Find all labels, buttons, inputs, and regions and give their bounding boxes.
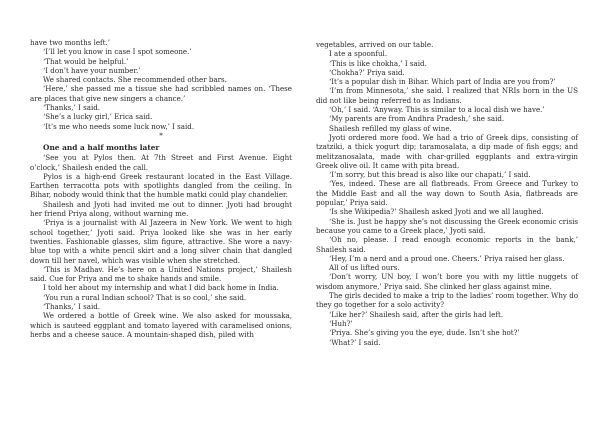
paragraph: ‘Huh?’ [329,318,353,328]
paragraph: ‘What?’ I said. [329,337,381,347]
paragraph: We ordered a bottle of Greek wine. We also asked for moussaka, which is sauteed eggplant and tomato layered with caramelised onions, herbs and a cheese sauce. A mountain-shaped dish, piled with [30,311,292,339]
paragraph: ‘Don’t worry, UN boy, I won’t bore you with my little nuggets of wisdom anymore,’ Priya said. She clinked her glass against mine. [316,272,578,291]
paragraph: Jyoti ordered more food. We had a trio of Greek dips, consisting of tzatziki, a thick yogurt dip; taramosalata, a dip made of fish eggs; and melitzanosalata, made with char-grilled eggplants and extra-virgin Greek olive oil. It came with pita bread. [316,132,578,170]
paragraph: ‘Yes, indeed. These are all flatbreads. From Greece and Turkey to the Middle East and all the way down to South Asia, flatbreads are popular,’ Priya said. [316,179,578,208]
right-page [316,40,578,347]
paragraph: ‘I’m from Minnesota,’ she said. I realized that NRIs born in the US did not like being referred to as Indians. [316,86,578,105]
paragraph: I told her about my internship and what I did back home in India. [43,283,279,293]
paragraph: ‘It’s a popular dish in Bihar. Which part of India are you from?’ [329,77,556,87]
paragraph: ‘I’ll let you know in case I spot someone.’ [43,47,192,57]
paragraph: vegetables, arrived on our table. [316,40,434,49]
paragraph: ‘My parents are from Andhra Pradesh,’ she said. [329,114,505,124]
paragraph: ‘Is she Wikipedia?’ Shailesh asked Jyoti and we all laughed. [329,207,544,217]
paragraph: ‘Oh no, please. I read enough economic reports in the bank,’ Shailesh said. [316,235,578,254]
paragraph: Pylos is a high-end Greek restaurant located in the East Village. Earthen terracotta pots with spotlights dangled from the ceiling. In Bihar, nobody would think that the humble matki could play chandelier. [30,171,292,200]
paragraph: ‘Oh,’ I said. ‘Anyway. This is similar to a local dish we have.’ [329,105,545,115]
paragraph: I ate a spoonful. [329,49,388,59]
paragraph: ‘Chokha?’ Priya said. [329,67,405,77]
paragraph: ‘She’s a lucky girl,’ Erica said. [43,112,153,122]
paragraph: ‘Priya is a journalist with Al Jazeera in New York. We went to high school together,’ Jyoti said. Priya looked like she was in her early twenties. Fashionable glasses, slim figure, attractive. She wore a navy-blue top with a white pencil skirt and a long silver chain that dangled down till her navel, which was visible when she stretched. [30,218,292,265]
section-heading: One and a half months later [43,143,160,153]
paragraph: ‘That would be helpful.’ [43,56,129,66]
paragraph: ‘See you at Pylos then. At 7th Street and First Avenue. Eight o’clock,’ Shailesh ended the call. [30,153,292,172]
left-page [30,38,292,339]
paragraph: Shailesh refilled my glass of wine. [329,123,452,133]
paragraph: ‘Hey, I’m a nerd and a proud one. Cheers.’ Priya raised her glass. [329,253,565,263]
paragraph: We shared contacts. She recommended other bars. [43,75,227,85]
paragraph: ‘This is like chokha,’ I said. [329,58,427,68]
paragraph: ‘Thanks,’ I said. [43,103,101,113]
paragraph: ‘You run a rural Indian school? That is so cool,’ she said. [43,292,247,302]
paragraph: ‘Priya. She’s giving you the eye, dude. Isn’t she hot?’ [329,328,520,338]
paragraph: ‘It’s me who needs some luck now,’ I said. [43,121,195,131]
paragraph: ‘Like her?’ Shailesh said, after the girls had left. [329,309,504,319]
paragraph: have two months left.’ [30,38,111,47]
paragraph: ‘This is Madhav. He’s here on a United Nations project,’ Shailesh said. Cue for Priya and me to shake hands and smile. [30,264,292,284]
paragraph: All of us lifted ours. [329,263,400,273]
paragraph: Shailesh and Jyoti had invited me out to dinner. Jyoti had brought her friend Priya along, without warning me. [30,199,292,219]
paragraph: The girls decided to make a trip to the ladies’ room together. Why do they go together for a solo activity? [316,291,578,310]
paragraph: ‘Thanks,’ I said. [43,302,101,312]
paragraph: ‘I don’t have your number.’ [43,65,141,75]
paragraph: ‘She is. Just be happy she’s not discussing the Greek economic crisis because you came to a Greek place,’ Jyoti said. [316,216,578,235]
paragraph: ‘I’m sorry, but this bread is also like our chapati,’ I said. [329,170,531,180]
paragraph: ‘Here,’ she passed me a tissue she had scribbled names on. ‘These are places that give new singers a chance.’ [30,84,292,103]
section-separator: * [159,130,163,140]
